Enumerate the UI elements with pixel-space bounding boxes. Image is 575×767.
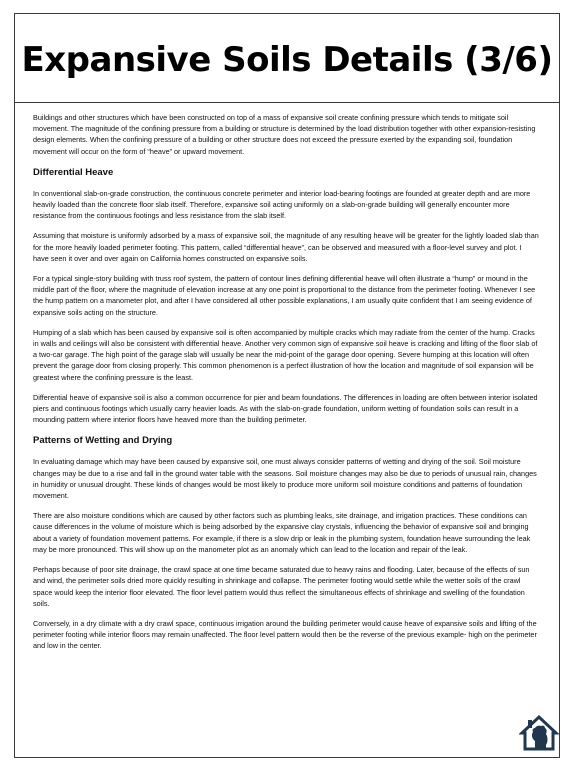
paragraph: Differential heave of expansive soil is also a common occurrence for pier and beam foundations. The differences in loading are often between interior isolated piers and continuous footings which usually carry heavier loads. As with the slab-on-grade foundation, uniform wetting of foundation soils can result in a mounding pattern where interior floors have heaved more than the building perimeter. bbox=[33, 392, 538, 425]
section-heading-differential-heave: Differential Heave bbox=[33, 166, 114, 178]
document-body bbox=[15, 103, 559, 652]
paragraph: There are also moisture conditions which are caused by other factors such as plumbing leaks, site drainage, and irrigation practices. These conditions can cause differences in the volume of moisture which is being adsorbed by the expansive clay crystals, influencing the behavior of expansive soil and bringing about a variety of foundation movement patterns. For example, if there is a slow drip or leak in the plumbing system, foundation heave surrounding the leak may be more pronounced. This will show up on the manometer plot as an anomaly which can lead to the location and repair of the leak. bbox=[33, 511, 531, 554]
paragraph: Perhaps because of poor site drainage, the crawl space at one time became saturated due to heavy rains and flooding. Later, because of the effects of sun and wind, the perimeter soils dried more quickly resulting in shrinkage and collapse. The perimeter footing would settle while the wetter soils of the crawl space would keep the interior floor elevated. The floor level pattern would thus reflect the simultaneous effects of shrinkage and swelling of the foundation soils. bbox=[33, 565, 530, 608]
paragraph: Conversely, in a dry climate with a dry crawl space, continuous irrigation around the building perimeter would cause heave of expansive soils and lifting of the perimeter footing while interior floors may remain unaffected. The floor level pattern would then be the reverse of the previous example- high on the perimeter and low in the center. bbox=[33, 618, 537, 651]
section-heading-wetting-drying: Patterns of Wetting and Drying bbox=[33, 435, 173, 447]
house-bear-logo-icon bbox=[519, 711, 559, 751]
paragraph: Assuming that moisture is uniformly adsorbed by a mass of expansive soil, the magnitude of any resulting heave will be greater for the lightly loaded slab than for the more heavily loaded perimeter footing. This pattern, called “differential heave”, can be observed and measured with a floor-level survey and plot. I have seen it over and over again on California homes constructed on expansive soils. bbox=[33, 231, 539, 263]
page-title: Expansive Soils Details (3/6) bbox=[21, 40, 553, 80]
page-frame bbox=[14, 13, 560, 758]
intro-paragraph: Buildings and other structures which have been constructed on top of a mass of expansive soil create confining pressure which tends to mitigate soil movement. The magnitude of the confining pressure from a building or structure is determined by the load distribution together with other expansion-resisting design elements. When the confining pressure of a building or other structure does not exceed the pressure exerted by the expanding soil, foundation movement will occur on the form of “heave” or upward movement. bbox=[33, 113, 536, 156]
paragraph: In evaluating damage which may have been caused by expansive soil, one must always consider patterns of wetting and drying of the soil. Soil moisture changes may be due to a rise and fall in the ground water table with the seasons. Soil moisture changes may also be due to periods of unusual rain, changes in humidity or unusual drought. These kinds of changes would be most likely to produce more uniform soil moisture conditions and patterns of foundation movement. bbox=[33, 457, 537, 501]
paragraph: In conventional slab-on-grade construction, the continuous concrete perimeter and interior load-bearing footings are founded at greater depth and are more heavily loaded than the concrete floor slab itself. Therefore, expansive soil acting uniformly on a slab-on-grade building will generally encounter more resistance from the continuous footings and less resistance from the slab itself. bbox=[33, 188, 531, 221]
paragraph: For a typical single-story building with truss roof system, the pattern of contour lines defining differential heave will often illustrate a “hump” or mound in the middle part of the floor, where the magnitude of elevation increase at any one point is proportional to the distance from the perimeter footing. Whenever I see the hump pattern on a manometer plot, and after I have considered all other possible explanations, I am usually quite confident that I am seeing evidence of expansive soils acting on the structure. bbox=[33, 274, 536, 317]
title-bar bbox=[15, 14, 559, 103]
paragraph: Humping of a slab which has been caused by expansive soil is often accompanied by multiple cracks which may radiate from the center of the hump. Cracks in walls and ceilings will also be consistent with differential heave. Another very common sign of expansive soil heave is cracking and lifting of the floor slab of a two-car garage. The high point of the garage slab will usually be near the mid-point of the garage door opening. Severe humping at this location will often prevent the garage door from closing properly. This common phenomenon is a perfect illustration of how the location and magnitude of soil expansion will be greatest where the confining pressure is the least. bbox=[33, 327, 538, 382]
